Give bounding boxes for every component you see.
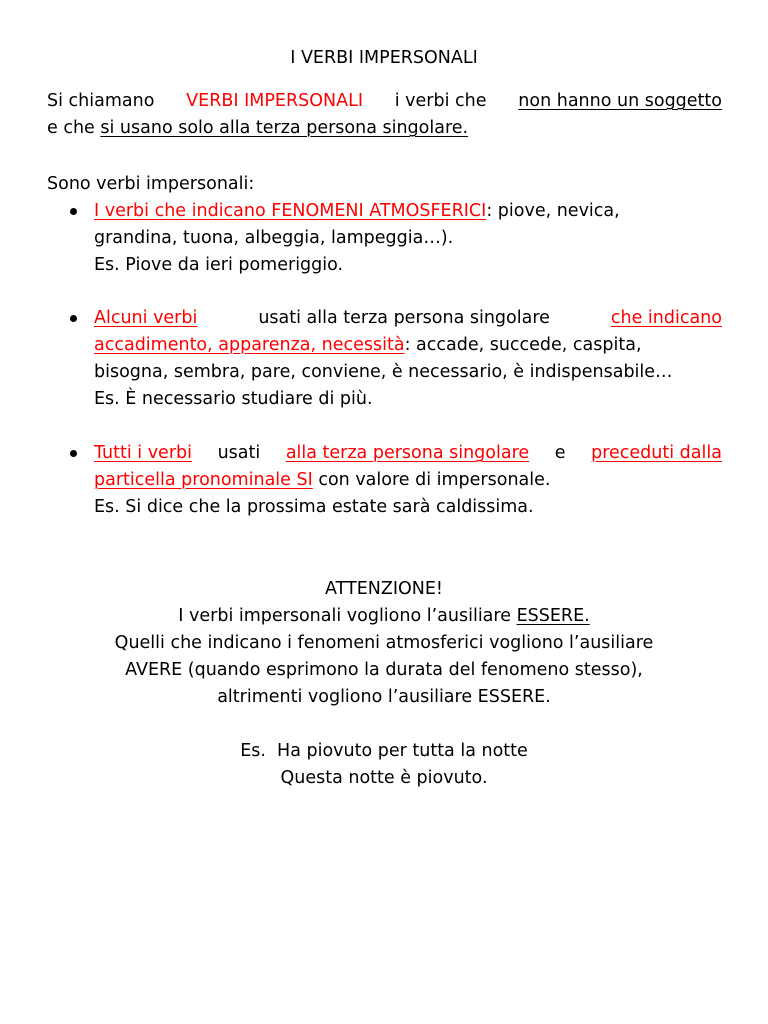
example-text: Es. Ha piovuto per tutta la notte — [240, 741, 528, 761]
attention-text: I verbi impersonali vogliono l’ausiliare — [178, 606, 511, 626]
intro-line-1 — [47, 88, 722, 115]
attention-line: AVERE (quando esprimono la durata del fenomeno stesso), — [125, 660, 643, 680]
bullet-icon — [70, 450, 77, 457]
attention-block — [0, 576, 768, 792]
list-item-line — [94, 305, 722, 332]
highlight-term: Tutti i verbi — [94, 443, 192, 463]
intro-text: i verbi che — [394, 91, 487, 111]
list-heading: Sono verbi impersonali: — [47, 174, 255, 194]
example-text: Questa notte è piovuto. — [280, 768, 488, 788]
highlight-term: particella pronominale SI — [94, 470, 313, 490]
attention-line: altrimenti vogliono l’ausiliare ESSERE. — [217, 687, 551, 707]
list-item-line: grandina, tuona, albeggia, lampeggia…). — [94, 228, 454, 248]
list-text: : piove, nevica, — [486, 201, 620, 221]
underlined-text: ESSERE. — [516, 606, 590, 626]
underlined-text: non hanno un soggetto — [518, 91, 722, 111]
highlight-term: accadimento, apparenza, necessità — [94, 335, 405, 355]
attention-line: Quelli che indicano i fenomeni atmosferici vogliono l’ausiliare — [114, 633, 654, 653]
list-text: usati alla terza persona singolare — [258, 308, 550, 328]
highlight-term: Alcuni verbi — [94, 308, 198, 328]
list-item — [94, 440, 722, 521]
bullet-icon — [70, 315, 77, 322]
highlight-term: preceduti dalla — [591, 443, 722, 463]
attention-line — [0, 603, 768, 630]
example-text: Es. È necessario studiare di più. — [94, 389, 373, 409]
intro-line-2 — [47, 115, 722, 142]
list-text: usati — [217, 443, 261, 463]
list-item-line — [94, 198, 722, 225]
example-text: Es. Piove da ieri pomeriggio. — [94, 255, 344, 275]
highlight-term: alla terza persona singolare — [285, 443, 530, 463]
list-item-line — [94, 467, 722, 494]
attention-heading: ATTENZIONE! — [325, 579, 443, 599]
intro-paragraph — [47, 88, 722, 142]
list-item — [94, 198, 722, 279]
list-text: e — [554, 443, 566, 463]
intro-text: Si chiamano — [47, 91, 155, 111]
list-item-line — [94, 440, 722, 467]
list-item-line — [94, 332, 722, 359]
list-item-line: bisogna, sembra, pare, conviene, è necessario, è indispensabile… — [94, 362, 673, 382]
intro-text: e che — [47, 118, 95, 138]
list-item — [94, 305, 722, 413]
example-text: Es. Si dice che la prossima estate sarà caldissima. — [94, 497, 534, 517]
bullet-icon — [70, 208, 77, 215]
list-text: : accade, succede, caspita, — [404, 335, 642, 355]
list-text: con valore di impersonale. — [318, 470, 551, 490]
highlight-term: I verbi che indicano FENOMENI ATMOSFERICI — [94, 201, 487, 221]
spacer — [0, 711, 768, 738]
highlight-term: VERBI IMPERSONALI — [186, 91, 363, 111]
highlight-term: che indicano — [610, 308, 722, 328]
underlined-text: si usano solo alla terza persona singolare. — [100, 118, 469, 138]
page-title: I VERBI IMPERSONALI — [290, 48, 478, 68]
